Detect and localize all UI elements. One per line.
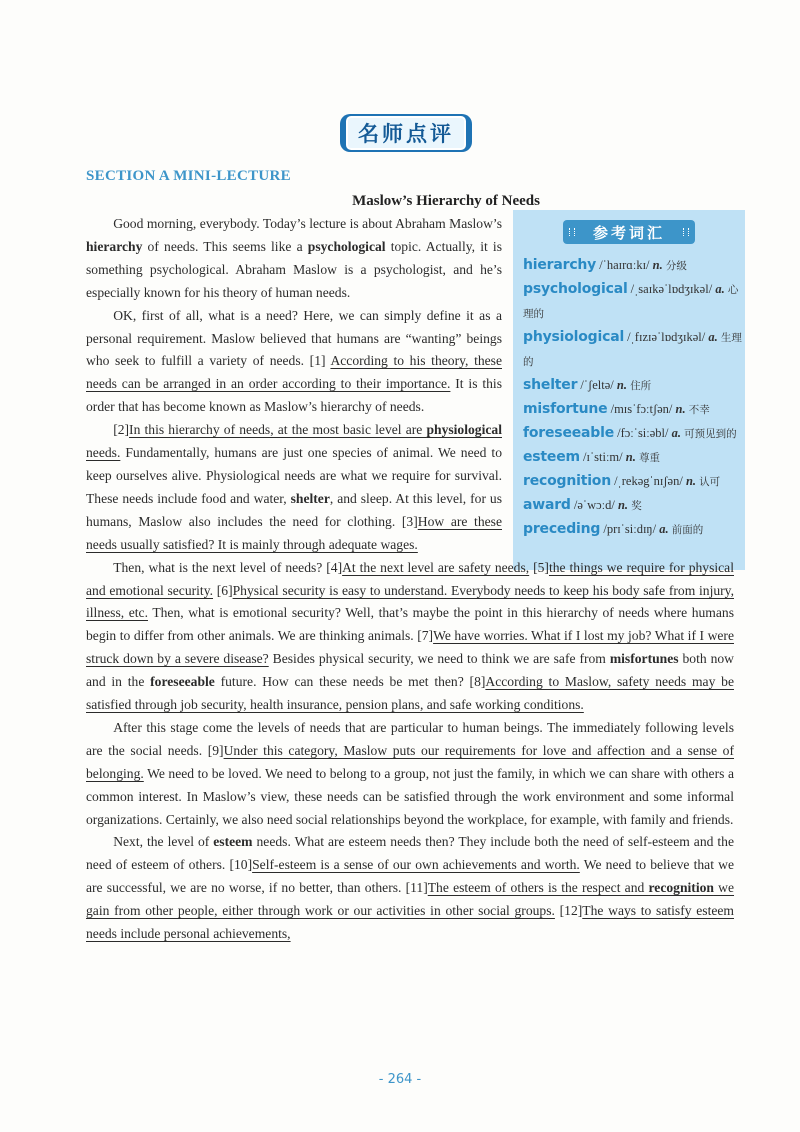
vocab-pos: a. xyxy=(715,282,725,296)
vocab-pos: n. xyxy=(685,474,697,488)
paragraph-1 xyxy=(86,213,502,305)
paragraph-3 xyxy=(86,419,734,556)
vocab-pos: n. xyxy=(675,402,686,416)
text-run: [6] xyxy=(213,582,233,598)
vocab-meaning: 认可 xyxy=(699,476,721,488)
vocab-meaning: 住所 xyxy=(630,380,652,392)
lecture-title: Maslow’s Hierarchy of Needs xyxy=(352,193,540,209)
vocab-float-spacer xyxy=(502,419,734,524)
keyword: hierarchy xyxy=(86,238,143,254)
underlined-sentence: The esteem of others is the respect and xyxy=(427,880,649,896)
page-number: - 264 - xyxy=(378,1072,422,1087)
text-run: Then, what is emotional security? Well, that’s maybe the point in this hierarchy of needs where humans begin to differ from other animals. We are thinking animals. [7] xyxy=(86,605,735,644)
text-run: It is this order that has become known as Maslow’s hierarchy of needs. xyxy=(86,376,502,415)
text-run: We need to believe that we are successful, we are no worse, if no better, than others. [11] xyxy=(86,857,735,896)
header-badge xyxy=(340,114,472,152)
vocab-pos: a. xyxy=(671,426,681,440)
keyword: psychological xyxy=(307,238,386,254)
vocab-phonetic: /ˌfɪzɪəˈlɒdʒɪkəl/ xyxy=(627,330,706,344)
vocab-meaning: 前面的 xyxy=(671,524,704,536)
vocab-phonetic: /prɪˈsiːdɪŋ/ xyxy=(603,522,657,536)
keyword: foreseeable xyxy=(150,674,215,690)
vocab-pos: n. xyxy=(617,498,629,512)
vocab-phonetic: /fɔːˈsiːəbl/ xyxy=(617,426,669,440)
paragraph-5 xyxy=(86,717,734,832)
lecture-body xyxy=(86,213,734,946)
text-run: After this stage come the levels of needs that are particular to human beings. The immediately following levels are the social needs. [9] xyxy=(86,719,734,758)
keyword: shelter xyxy=(290,490,330,506)
vocab-meaning: 奖 xyxy=(631,500,642,512)
vocab-meaning: 可预见到的 xyxy=(684,428,737,440)
vocab-word: esteem xyxy=(523,449,580,465)
vocab-meaning: 生理的 xyxy=(523,332,742,368)
vocab-pos: n. xyxy=(616,378,627,392)
text-run: both now and in the xyxy=(86,651,735,690)
underlined-sentence: we gain from other people, either through work or our activities in other social groups. xyxy=(86,880,735,919)
keyword: esteem xyxy=(213,834,253,850)
text-run: [12] xyxy=(554,903,583,919)
text-run: topic. Actually, it is something psychological. Abraham Maslow is a psychologist, and he’s especially known for his theory of human needs. xyxy=(86,238,502,300)
vocab-word: misfortune xyxy=(523,401,608,417)
vocab-word: hierarchy xyxy=(523,257,597,273)
vocab-meaning: 不幸 xyxy=(688,404,710,416)
text-run: Besides physical security, we need to think we are safe from xyxy=(268,651,610,667)
text-run: , and sleep. At this level, for us humans, Maslow also includes the need for clothing. [3] xyxy=(86,490,502,529)
vocab-word: physiological xyxy=(523,329,625,345)
vocab-phonetic: /ˌrekəgˈnɪʃən/ xyxy=(614,474,683,488)
underlined-sentence: Physical security is easy to understand. Everybody needs to keep his body safe from injury, illness, etc. xyxy=(86,582,734,621)
underlined-sentence: Self-esteem is a sense of our own achievements and worth. xyxy=(252,857,580,873)
text-run: [5] xyxy=(529,559,549,575)
text-run: [2] xyxy=(113,422,130,438)
vocab-word: preceding xyxy=(523,521,601,537)
vocab-word: recognition xyxy=(523,473,611,489)
underlined-sentence: According to Maslow, safety needs may be satisfied through job security, health insurance, pension plans, and safe working conditions. xyxy=(86,674,734,713)
underlined-sentence: The ways to satisfy esteem needs include personal achievements, xyxy=(86,903,734,942)
underlined-sentence: How are these needs usually satisfied? It is mainly through adequate wages. xyxy=(86,513,502,552)
vocab-phonetic: /əˈwɔːd/ xyxy=(573,498,615,512)
vocab-word: shelter xyxy=(523,377,578,393)
text-run: Good morning, everybody. Today’s lecture is about Abraham Maslow’s xyxy=(113,216,502,231)
underlined-sentence: In this hierarchy of needs, at the most basic level are xyxy=(129,422,427,438)
paragraph-2 xyxy=(86,305,502,420)
underlined-sentence: needs. xyxy=(86,445,121,461)
underlined-sentence: At the next level are safety needs, xyxy=(342,559,530,575)
text-run: Fundamentally, humans are just one species of animal. We need to keep ourselves alive. Physiological needs are what we require for survival. These needs include food and water, xyxy=(86,445,502,506)
vocab-word: award xyxy=(523,497,571,513)
text-run: OK, first of all, what is a need? Here, we can simply define it as a personal requirement. Maslow believed that humans are “wanting” beings who seek to fulfill a variety of needs. [1] xyxy=(86,307,502,369)
vocab-phonetic: /ɪˈstiːm/ xyxy=(583,450,623,464)
underlined-sentence: We have worries. What if I lost my job? What if I were struck down by a severe disease? xyxy=(86,628,734,667)
text-run: We need to be loved. We need to belong to a group, not just the family, in which we can share with others a common interest. In Maslow’s view, these needs can be satisfied through the work environment and some informal organizations. Certainly, we also need social relationships beyond the workplace, for example, with family and friends. xyxy=(86,765,734,827)
section-title: SECTION A MINI-LECTURE xyxy=(86,168,291,184)
text-run: future. How can these needs be met then? [8] xyxy=(214,674,486,690)
underlined-sentence: According to his theory, these needs can be arranged in an order according to their importance. xyxy=(86,353,502,392)
text-run: needs. What are esteem needs then? They include both the need of self-esteem and the need of esteem of others. [10] xyxy=(86,834,735,873)
vocab-pos: a. xyxy=(659,522,669,536)
vocabulary-title: 参考词汇 xyxy=(592,223,665,242)
vocab-meaning: 尊重 xyxy=(638,452,660,464)
vocab-phonetic: /ˈhaɪrɑːkɪ/ xyxy=(599,258,650,272)
text-run: Then, what is the next level of needs? [4] xyxy=(113,559,343,575)
text-run: Next, the level of xyxy=(113,834,214,850)
vocab-phonetic: /ˌsaɪkəˈlɒdʒɪkəl/ xyxy=(630,282,713,296)
paragraph-4 xyxy=(86,557,734,717)
vocab-pos: a. xyxy=(708,330,718,344)
keyword: physiological xyxy=(426,422,502,438)
vocab-phonetic: /mɪsˈfɔːtʃən/ xyxy=(610,402,673,416)
vocab-phonetic: /ˈʃeltə/ xyxy=(580,378,614,392)
vocab-word: psychological xyxy=(523,281,628,297)
underlined-sentence: the things we require for physical and emotional security. xyxy=(86,559,734,598)
keyword: misfortunes xyxy=(609,651,679,667)
keyword: recognition xyxy=(648,880,714,896)
vocab-meaning: 分级 xyxy=(665,260,687,272)
vocab-meaning: 心理的 xyxy=(523,284,739,320)
paragraph-6 xyxy=(86,831,734,946)
underlined-sentence: Under this category, Maslow puts our requirements for love and affection and a sense of belonging. xyxy=(86,742,735,781)
text-run: of needs. This seems like a xyxy=(142,238,308,254)
vocab-pos: n. xyxy=(652,258,663,272)
header-badge-label: 名师点评 xyxy=(358,122,454,146)
vocab-pos: n. xyxy=(625,450,636,464)
vocab-word: foreseeable xyxy=(523,425,614,441)
